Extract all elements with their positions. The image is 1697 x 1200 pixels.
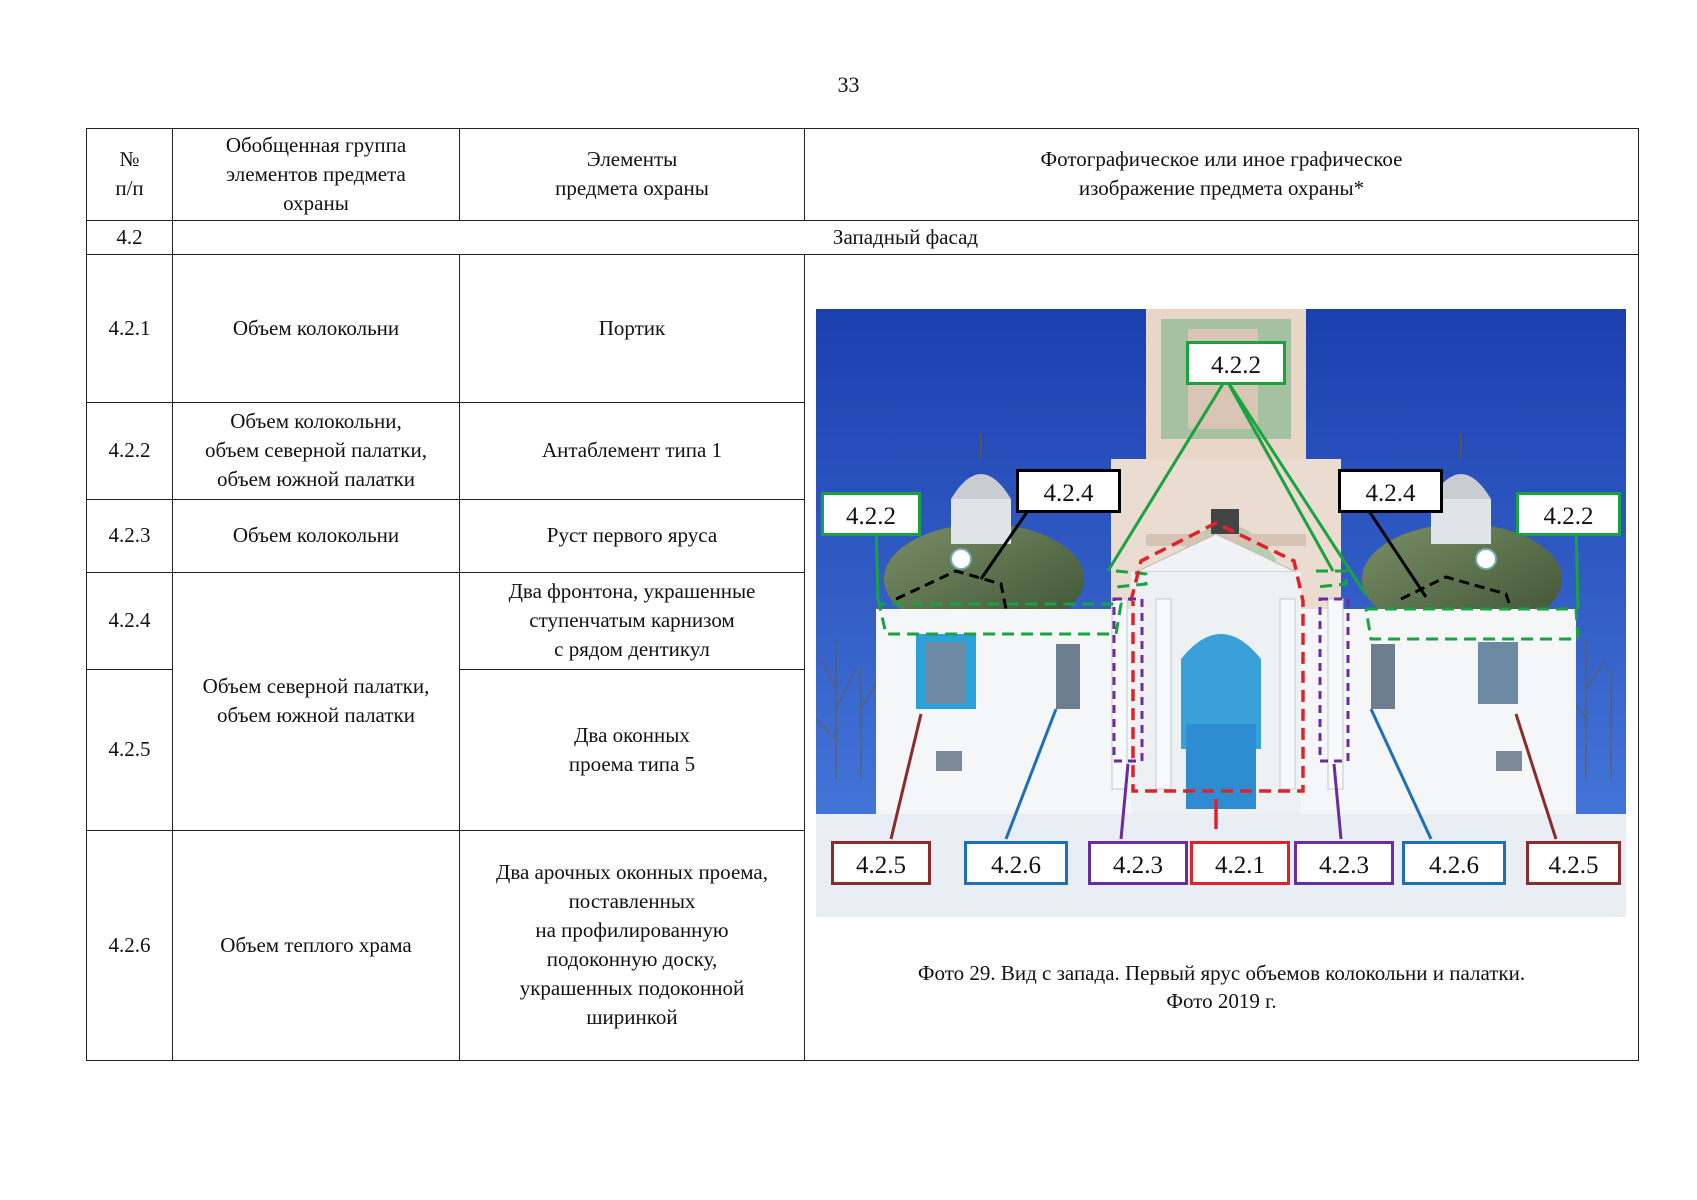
row-element: Антаблемент типа 1 xyxy=(460,402,805,499)
section-row xyxy=(87,220,1639,254)
row-group: Объем теплого храма xyxy=(173,830,460,1060)
row-element: Руст первого яруса xyxy=(460,499,805,572)
row-num: 4.2.1 xyxy=(87,254,173,402)
table-header-row xyxy=(87,129,1639,221)
row-num: 4.2.2 xyxy=(87,402,173,499)
label-top-center: 4.2.2 xyxy=(1186,341,1286,385)
row-group: Объем колокольни, объем северной палатки, объем южной палатки xyxy=(173,402,460,499)
page-number: 33 xyxy=(837,72,860,97)
row-group: Объем колокольни xyxy=(173,254,460,402)
row-element: Портик xyxy=(460,254,805,402)
row-num: 4.2.3 xyxy=(87,499,173,572)
label-b7: 4.2.5 xyxy=(1526,841,1621,885)
facade-illustration xyxy=(816,309,1626,917)
section-num: 4.2 xyxy=(87,220,173,254)
facade-photo xyxy=(816,309,1626,917)
label-right-422: 4.2.2 xyxy=(1516,492,1621,536)
row-group: Объем северной палатки, объем южной палатки xyxy=(173,572,460,830)
row-group: Объем колокольни xyxy=(173,499,460,572)
photo-cell xyxy=(805,254,1639,1060)
photo-caption: Фото 29. Вид с запада. Первый ярус объемов колокольни и палатки. Фото 2019 г. xyxy=(917,960,1526,1014)
label-b5: 4.2.3 xyxy=(1294,841,1394,885)
table-row xyxy=(87,254,1639,402)
label-left-424: 4.2.4 xyxy=(1016,469,1121,513)
label-b6: 4.2.6 xyxy=(1402,841,1506,885)
label-right-424: 4.2.4 xyxy=(1338,469,1443,513)
row-num: 4.2.6 xyxy=(87,830,173,1060)
header-elements: Элементы предмета охраны xyxy=(460,129,805,221)
label-b1: 4.2.5 xyxy=(831,841,931,885)
protection-table xyxy=(86,128,1639,1061)
row-num: 4.2.4 xyxy=(87,572,173,669)
header-group: Обобщенная группа элементов предмета охраны xyxy=(173,129,460,221)
row-num: 4.2.5 xyxy=(87,669,173,830)
section-title: Западный фасад xyxy=(173,220,1639,254)
label-b3: 4.2.3 xyxy=(1088,841,1188,885)
header-photo: Фотографическое или иное графическое изображение предмета охраны* xyxy=(805,129,1639,221)
label-b4: 4.2.1 xyxy=(1190,841,1290,885)
header-num: № п/п xyxy=(87,129,173,221)
row-element: Два оконных проема типа 5 xyxy=(460,669,805,830)
label-b2: 4.2.6 xyxy=(964,841,1068,885)
row-element: Два арочных оконных проема, поставленных на профилированную подоконную доску, украшенных подоконной ширинкой xyxy=(460,830,805,1060)
label-left-422: 4.2.2 xyxy=(821,492,921,536)
row-element: Два фронтона, украшенные ступенчатым карнизом с рядом дентикул xyxy=(460,572,805,669)
